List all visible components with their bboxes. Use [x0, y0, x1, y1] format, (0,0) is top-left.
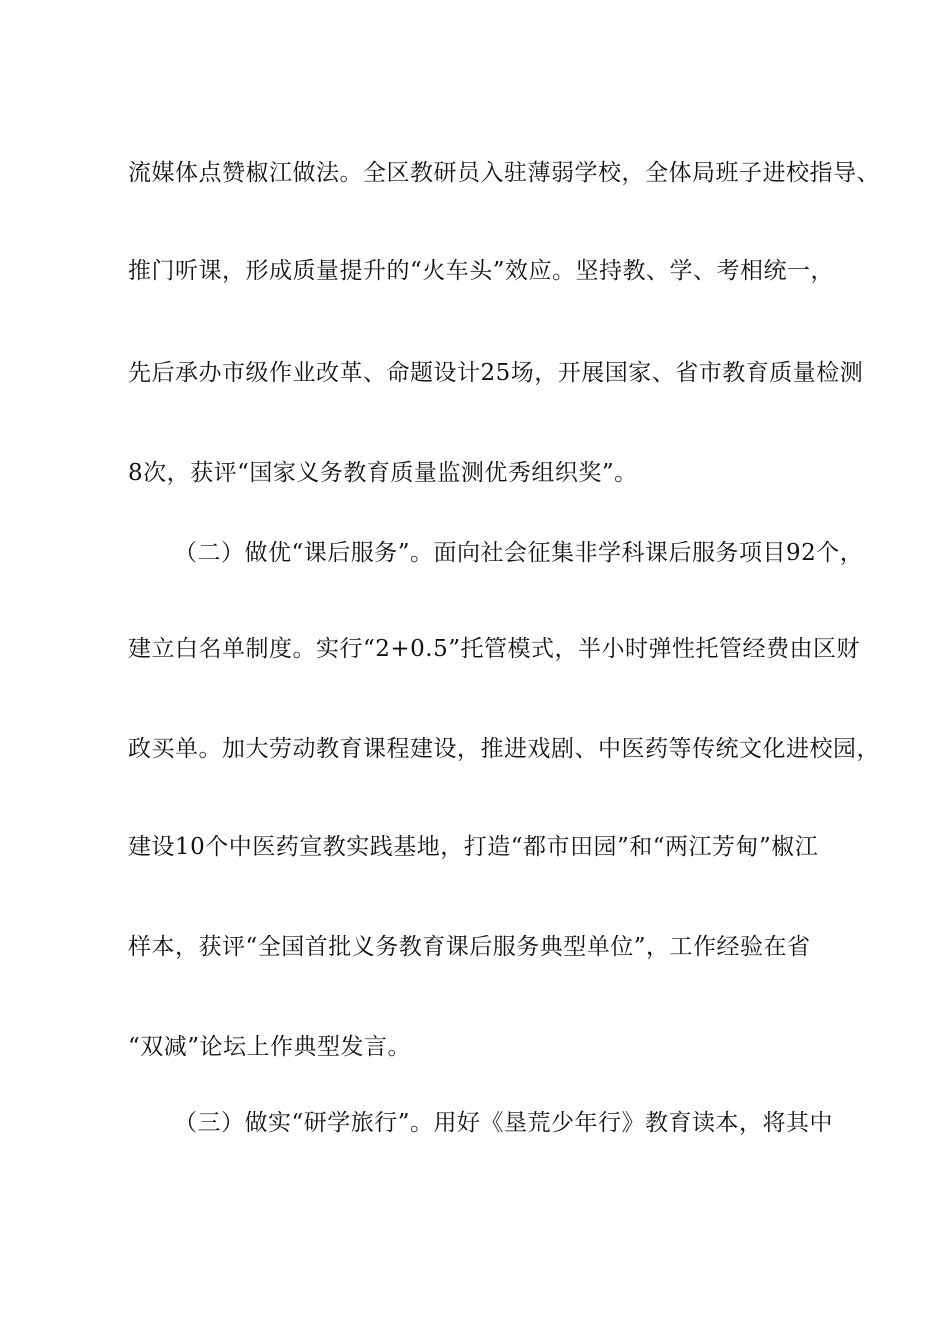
paragraph-line: 政买单。加大劳动教育课程建设，推进戏剧、中医药等传统文化进校园，: [128, 736, 880, 762]
paragraph-line: 推门听课，形成质量提升的“火车头”效应。坚持教、学、考相统一，: [128, 258, 835, 284]
paragraph-line: 建立白名单制度。实行“2+0.5”托管模式，半小时弹性托管经费由区财: [128, 636, 860, 662]
paragraph-line: 8次，获评“国家义务教育质量监测优秀组织奖”。: [128, 460, 638, 486]
paragraph-line: “双减”论坛上作典型发言。: [128, 1034, 412, 1060]
paragraph-line: 建设10个中医药宣教实践基地，打造“都市田园”和“两江芳甸”椒江: [128, 834, 819, 860]
paragraph-line: 流媒体点赞椒江做法。全区教研员入驻薄弱学校，全体局班子进校指导、: [128, 160, 880, 186]
paragraph-line: 先后承办市级作业改革、命题设计25场，开展国家、省市教育质量检测: [128, 360, 864, 386]
paragraph-line: 样本，获评“全国首批义务教育课后服务典型单位”，工作经验在省: [128, 934, 811, 960]
section-heading-line: （二）做优“课后服务”。面向社会征集非学科课后服务项目92个，: [174, 540, 864, 566]
section-heading-line: （三）做实“研学旅行”。用好《垦荒少年行》教育读本，将其中: [174, 1110, 834, 1136]
